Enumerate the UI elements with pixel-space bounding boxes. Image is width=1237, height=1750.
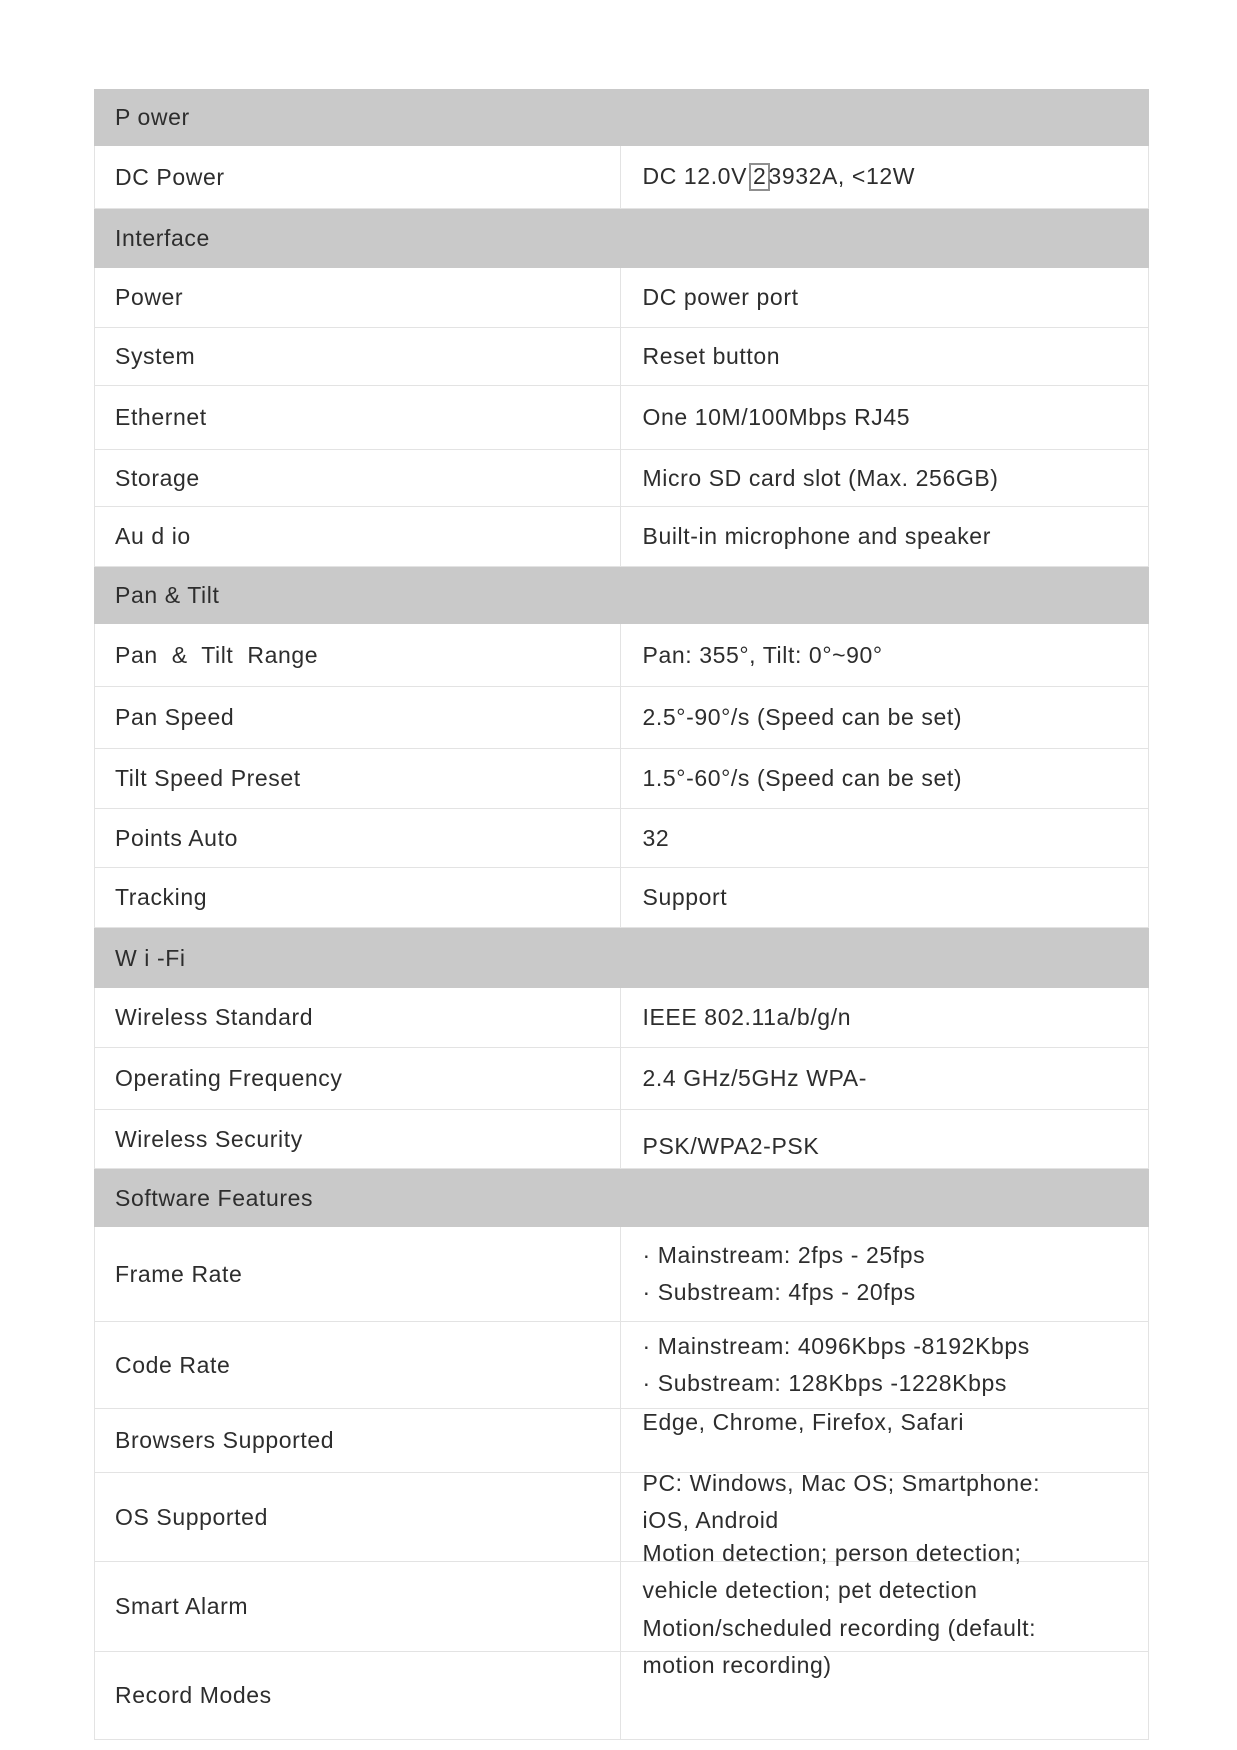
spec-label-text: Tracking: [115, 884, 208, 910]
spec-value-line: motion recording): [642, 1652, 832, 1678]
spec-value-line: vehicle detection; pet detection: [642, 1577, 978, 1603]
spec-value-text: Support: [642, 884, 728, 910]
spec-label: [95, 1048, 620, 1109]
spec-label-text: Points Auto: [115, 824, 238, 851]
spec-value-text: PSK/WPA2-PSK: [642, 1132, 820, 1159]
spec-row-power: [94, 268, 1149, 328]
spec-row-wireless-security: [94, 1110, 1149, 1169]
spec-label: [95, 1652, 620, 1739]
spec-value-text: Pan: 355°, Tilt: 0°~90°: [642, 641, 883, 668]
spec-row-pan-speed: [94, 687, 1149, 749]
section-header-label: W i -Fi: [115, 944, 186, 971]
spec-row-system: [94, 328, 1149, 386]
spec-value-text: Micro SD card slot (Max. 256GB): [642, 464, 999, 491]
spec-value: [620, 1110, 1149, 1168]
spec-value-text: [643, 1328, 1030, 1402]
spec-label-text: Operating Frequency: [115, 1065, 343, 1091]
spec-label-text: OS Supported: [115, 1503, 268, 1530]
spec-row-ethernet: [94, 386, 1149, 450]
spec-label: [95, 1322, 620, 1408]
spec-label: [95, 687, 620, 748]
spec-value-text: 32: [642, 824, 670, 851]
spec-row-tilt-speed: [94, 749, 1149, 809]
spec-value-line: iOS, Android: [642, 1507, 779, 1533]
spec-value-text: IEEE 802.11a/b/g/n: [642, 1004, 852, 1030]
spec-label-text: System: [115, 343, 196, 369]
spec-row-browsers: [94, 1409, 1149, 1473]
section-header-label: Pan & Tilt: [115, 582, 220, 608]
spec-value-line: PC: Windows, Mac OS; Smartphone:: [642, 1470, 1041, 1496]
spec-value-text: [643, 1465, 1041, 1539]
spec-value: [620, 1227, 1149, 1321]
spec-value: [620, 146, 1149, 208]
spec-value-line: · Mainstream: 4096Kbps -8192Kbps: [642, 1333, 1030, 1359]
spec-value-text: Reset button: [642, 343, 781, 369]
spec-value: [620, 328, 1149, 385]
spec-label-text: Ethernet: [115, 404, 207, 430]
spec-value-text: [643, 163, 916, 191]
missing-glyph-box: 2: [749, 163, 770, 191]
spec-label: [95, 268, 620, 327]
spec-row-dc-power: [94, 146, 1149, 209]
spec-label: [95, 809, 620, 867]
spec-label: [95, 328, 620, 385]
spec-label-text: Wireless Standard: [115, 1004, 314, 1030]
spec-value: [620, 687, 1149, 748]
spec-value-line: Motion/scheduled recording (default:: [642, 1615, 1037, 1641]
section-header-sec-power: [94, 89, 1149, 146]
spec-label: [95, 146, 620, 208]
section-header-sec-software: [94, 1169, 1149, 1227]
spec-label-text: Pan & Tilt Range: [115, 641, 319, 668]
section-header-label: P ower: [115, 104, 190, 130]
spec-label-text: Power: [115, 284, 184, 310]
spec-label-text: DC Power: [115, 163, 225, 190]
section-header-sec-wifi: [94, 928, 1149, 988]
spec-label: [95, 450, 620, 506]
spec-value-text: [643, 1610, 1037, 1684]
spec-value: [620, 450, 1149, 506]
spec-value: [620, 988, 1149, 1047]
spec-row-audio: [94, 507, 1149, 567]
spec-value-text: [643, 1237, 926, 1311]
spec-row-record-modes: [94, 1615, 1149, 1740]
spec-row-tracking: [94, 868, 1149, 928]
spec-label: [95, 1473, 620, 1561]
spec-label: [95, 1227, 620, 1321]
spec-row-storage: [94, 450, 1149, 507]
spec-value-text: DC power port: [642, 284, 799, 310]
spec-label-text: Browsers Supported: [115, 1427, 335, 1453]
spec-label: [95, 1409, 620, 1472]
spec-value-text: 2.5°-90°/s (Speed can be set): [642, 704, 963, 730]
spec-label: [95, 624, 620, 686]
spec-value-text: 2.4 GHz/5GHz WPA-: [642, 1065, 867, 1091]
section-header-sec-interface: [94, 209, 1149, 268]
spec-label-text: Storage: [115, 464, 200, 491]
spec-value: [620, 1409, 1149, 1472]
section-header-sec-pantilt: [94, 567, 1149, 624]
spec-value-text: Built-in microphone and speaker: [642, 523, 991, 549]
section-header-label: Interface: [115, 225, 210, 251]
spec-value: [620, 268, 1149, 327]
spec-value-text: 1.5°-60°/s (Speed can be set): [642, 765, 963, 791]
spec-value-line: · Substream: 128Kbps -1228Kbps: [642, 1370, 1007, 1396]
spec-value: [620, 386, 1149, 449]
spec-table: [94, 89, 1149, 1740]
spec-value-line: · Substream: 4fps - 20fps: [642, 1279, 916, 1305]
spec-value-text: Edge, Chrome, Firefox, Safari: [642, 1409, 965, 1435]
section-header-label: Software Features: [115, 1184, 314, 1211]
spec-label-text: Frame Rate: [115, 1260, 243, 1287]
spec-value: [620, 749, 1149, 808]
spec-row-wireless-standard: [94, 988, 1149, 1048]
spec-label: [95, 868, 620, 927]
spec-value-text: [643, 1535, 1022, 1609]
spec-row-op-freq: [94, 1048, 1149, 1110]
spec-label-text: Tilt Speed Preset: [115, 765, 301, 791]
spec-row-points-auto: [94, 809, 1149, 868]
spec-value-line: · Mainstream: 2fps - 25fps: [642, 1242, 926, 1268]
spec-row-frame-rate: [94, 1227, 1149, 1322]
spec-value-line: Motion detection; person detection;: [642, 1540, 1022, 1566]
spec-label: [95, 749, 620, 808]
spec-label: [95, 386, 620, 449]
spec-value: [620, 1322, 1149, 1408]
value-prefix: DC 12.0V: [642, 162, 748, 189]
spec-value: [620, 868, 1149, 927]
spec-label: [95, 1562, 620, 1651]
spec-label: [95, 507, 620, 566]
spec-label-text: Pan Speed: [115, 704, 235, 730]
spec-label-text: Code Rate: [115, 1351, 231, 1378]
spec-label-text: Wireless Security: [115, 1125, 303, 1152]
spec-label: [95, 988, 620, 1047]
spec-value: [620, 507, 1149, 566]
spec-value: [620, 1615, 1149, 1739]
spec-label-text: Au d io: [115, 523, 191, 549]
spec-value: [620, 1048, 1149, 1109]
spec-value: [620, 809, 1149, 867]
spec-label: [95, 1110, 620, 1168]
spec-label-text: Smart Alarm: [115, 1593, 249, 1619]
spec-value-text: One 10M/100Mbps RJ45: [642, 404, 911, 430]
spec-row-pt-range: [94, 624, 1149, 687]
value-suffix: 3932A, <12W: [768, 162, 916, 189]
spec-value: [620, 624, 1149, 686]
spec-label-text: Record Modes: [115, 1682, 272, 1708]
spec-row-code-rate: [94, 1322, 1149, 1409]
